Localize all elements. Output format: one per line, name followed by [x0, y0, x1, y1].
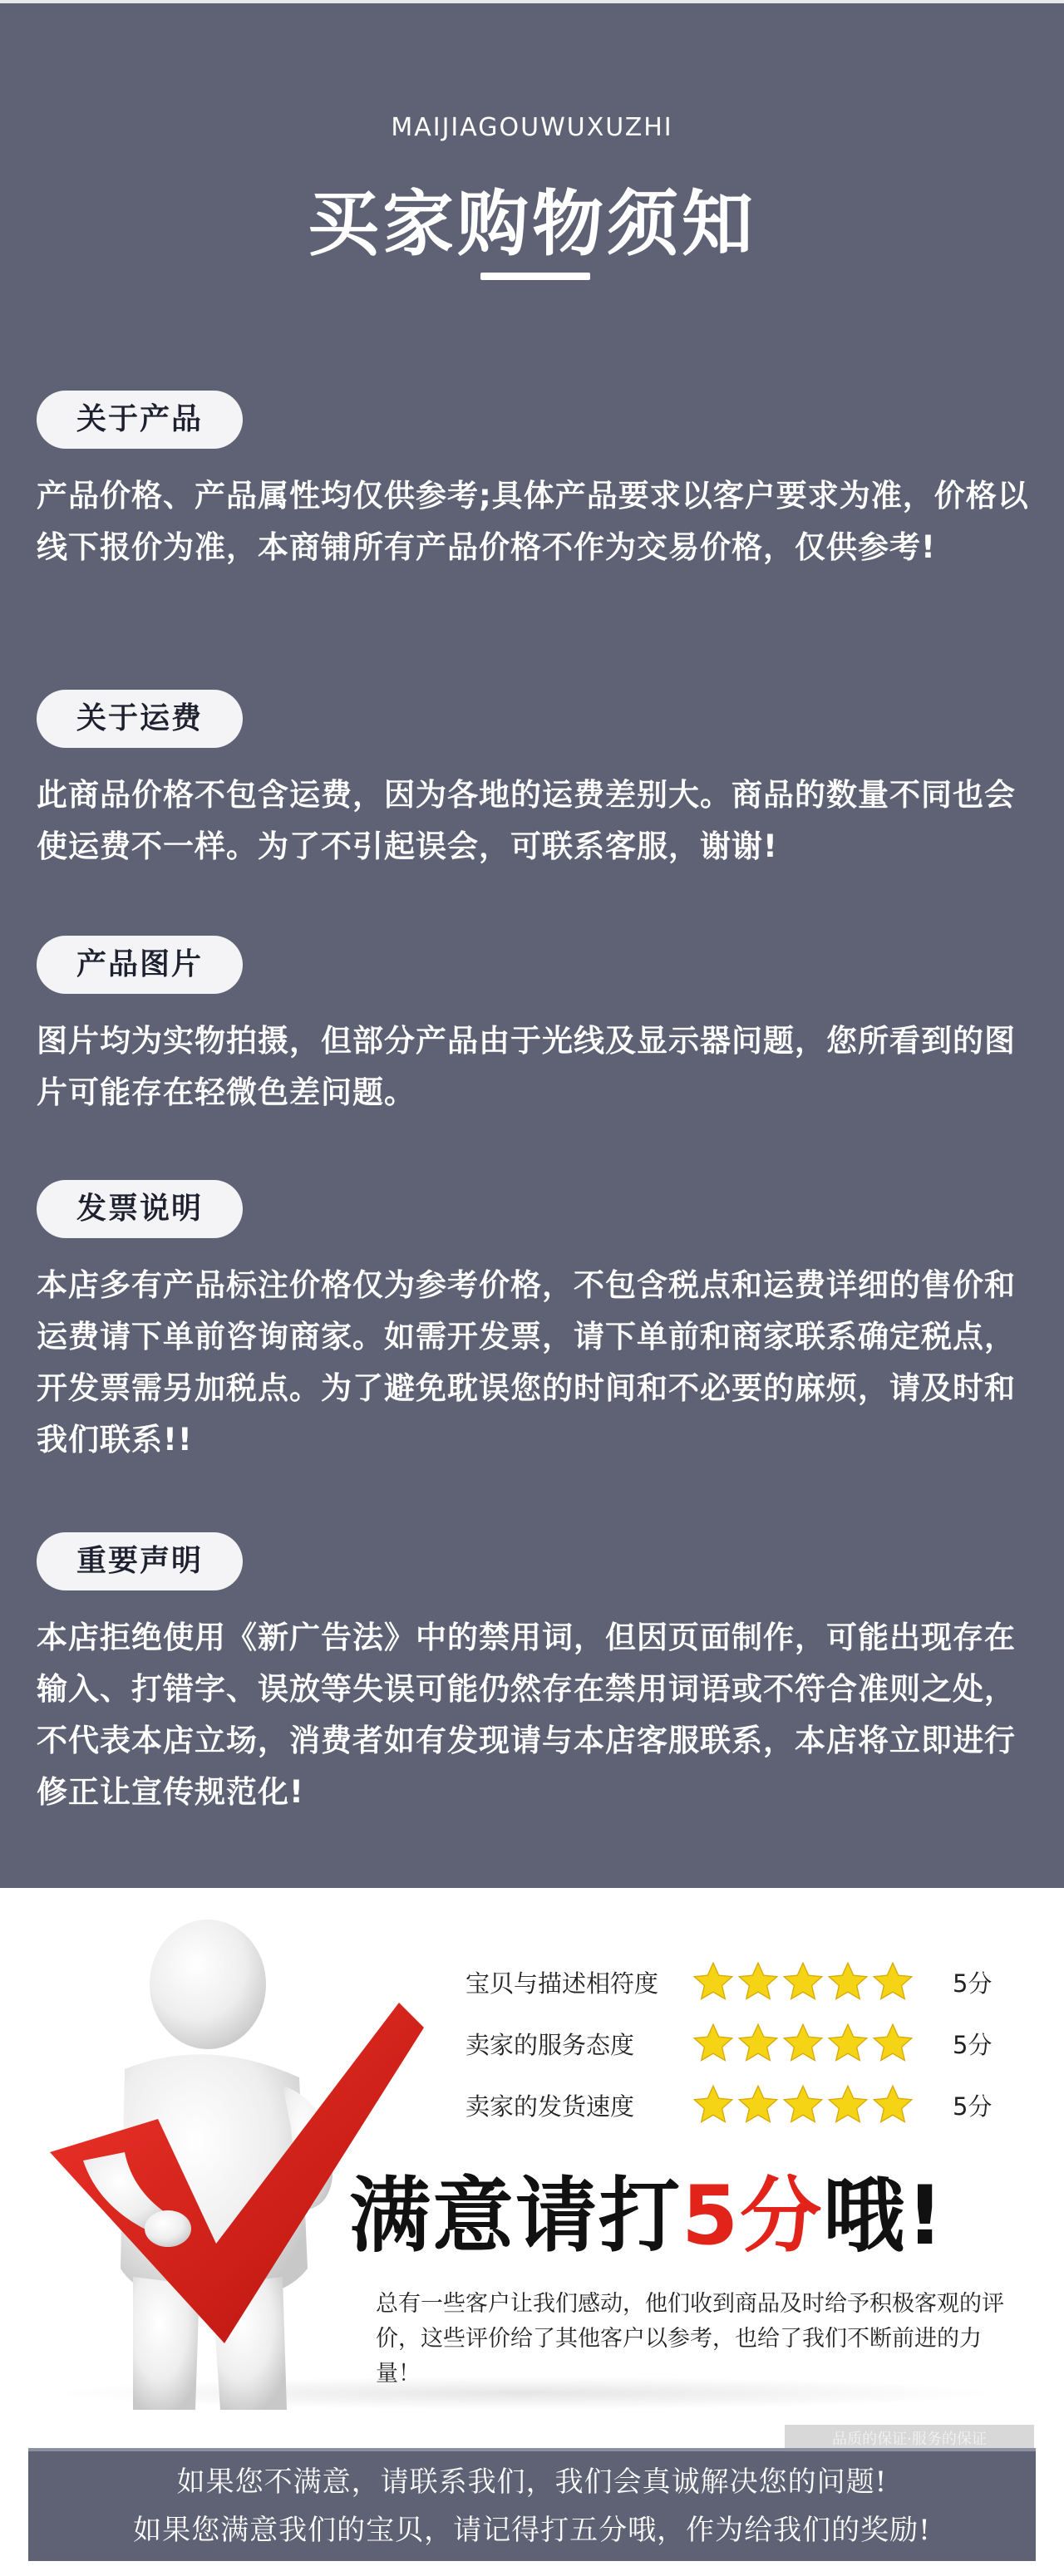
star-rating: [692, 1960, 933, 2003]
footer-line: 如果您不满意，请联系我们，我们会真诚解决您的问题!: [176, 2465, 888, 2499]
section-disclaimer: [37, 1532, 1031, 1818]
section-heading: 关于产品: [37, 391, 243, 449]
section-product-images: [37, 936, 1031, 1118]
section-heading: 重要声明: [37, 1532, 243, 1590]
star-icon: [736, 2083, 780, 2126]
rating-list: [466, 1951, 1014, 2136]
section-text: 本店多有产品标注价格仅为参考价格，不包含税点和运费详细的售价和运费请下单前咨询商家。如需开发票，请下单前和商家联系确定税点，开发票需另加税点。为了避免耽误您的时间和不必要的麻烦，请及时和我们联系!!: [37, 1267, 1016, 1458]
page-title: 买家购物须知: [308, 183, 756, 266]
section-heading: 关于运费: [37, 690, 243, 748]
slogan-prefix: 满意请打: [349, 2169, 682, 2264]
section-about-shipping: [37, 690, 1031, 873]
rating-label: 宝贝与描述相符度: [466, 1969, 659, 1998]
rating-score: 5分: [953, 2030, 993, 2059]
slogan-highlight: 5分: [682, 2169, 824, 2264]
rating-slogan: [349, 2151, 1031, 2268]
star-icon: [781, 2022, 825, 2065]
star-icon: [736, 2022, 780, 2065]
rating-label: 卖家的服务态度: [466, 2030, 635, 2059]
star-icon: [781, 1960, 825, 2003]
star-icon: [692, 2083, 735, 2126]
star-icon: [871, 1960, 914, 2003]
star-icon: [692, 2022, 735, 2065]
star-icon: [871, 2083, 914, 2126]
rating-row-shipping: [466, 2074, 1014, 2136]
slogan-suffix: 哦!: [823, 2169, 945, 2264]
footer-message: [28, 2448, 1036, 2561]
section-text: 本店拒绝使用《新广告法》中的禁用词，但因页面制作，可能出现存在输入、打错字、误放等失误可能仍然存在禁用词语或不符合准则之处，不代表本店立场，消费者如有发现请与本店客服联系，本店将立即进行修正让宣传规范化!: [37, 1620, 1016, 1810]
star-icon: [826, 2083, 869, 2126]
section-invoice: [37, 1180, 1031, 1466]
rating-row-service: [466, 2013, 1014, 2074]
section-text: 此商品价格不包含运费，因为各地的运费差别大。商品的数量不同也会使运费不一样。为了不引起误会，可联系客服，谢谢!: [37, 777, 1016, 864]
slogan-description: 总有一些客户让我们感动，他们收到商品及时给予积极客观的评价，这些评价给了其他客户以参考，也给了我们不断前进的力量！: [376, 2291, 1004, 2387]
page-subtitle: MAIJIAGOUWUXUZHI: [391, 113, 673, 142]
star-icon: [826, 1960, 869, 2003]
rating-score: 5分: [953, 2092, 993, 2121]
watermark-label: 品质的保证·服务的保证: [785, 2425, 1034, 2455]
star-rating: [692, 2022, 933, 2065]
footer-line: 如果您满意我们的宝贝，请记得打五分哦，作为给我们的奖励!: [133, 2514, 931, 2547]
star-icon: [692, 1960, 735, 2003]
section-text: 图片均为实物拍摄，但部分产品由于光线及显示器问题，您所看到的图片可能存在轻微色差问题。: [37, 1023, 1016, 1110]
title-underline: [480, 273, 590, 280]
star-icon: [826, 2022, 869, 2065]
rating-label: 卖家的发货速度: [466, 2092, 635, 2121]
section-heading: 发票说明: [37, 1180, 243, 1238]
rating-score: 5分: [953, 1969, 993, 1998]
star-rating: [692, 2083, 933, 2126]
section-text: 产品价格、产品属性均仅供参考;具体产品要求以客户要求为准，价格以线下报价为准，本商铺所有产品价格不作为交易价格，仅供参考!: [37, 478, 1029, 565]
star-icon: [781, 2083, 825, 2126]
section-about-product: [37, 391, 1031, 573]
rating-row-description: [466, 1951, 1014, 2013]
section-heading: 产品图片: [37, 936, 243, 994]
star-icon: [736, 1960, 780, 2003]
star-icon: [871, 2022, 914, 2065]
